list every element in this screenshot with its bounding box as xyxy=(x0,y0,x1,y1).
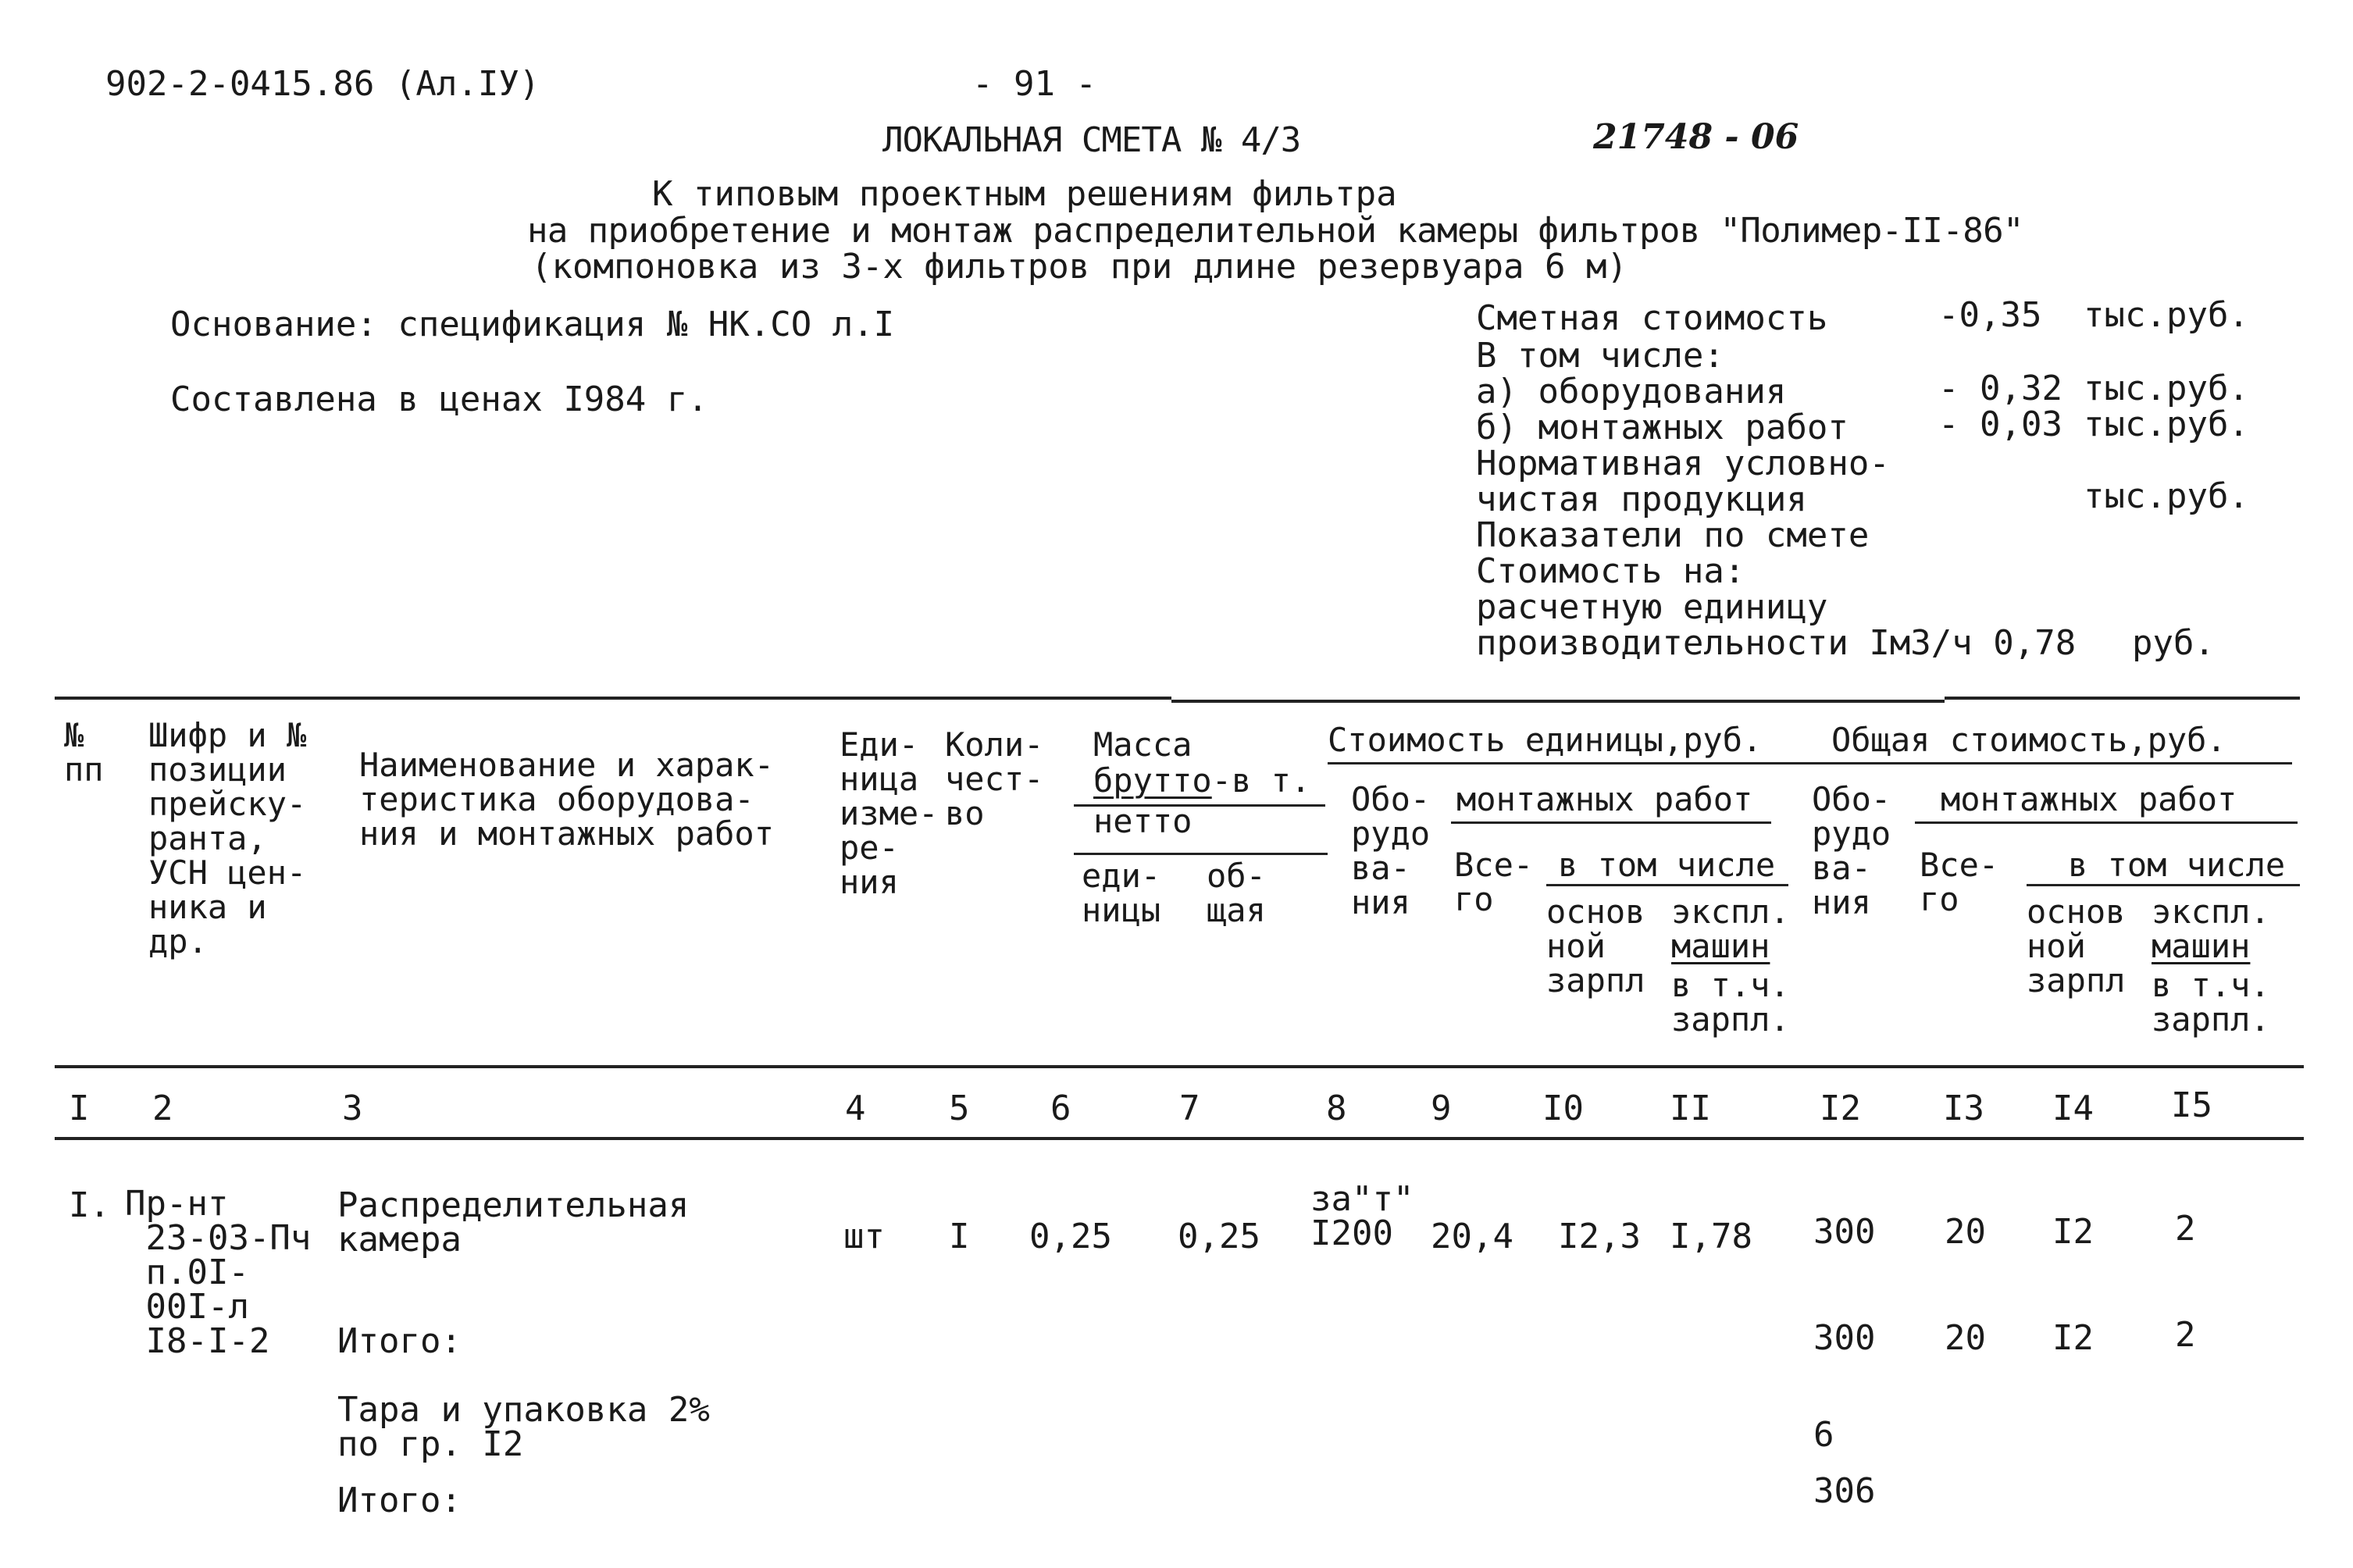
col-header-num: № пп xyxy=(64,716,104,789)
row-total-equip: 300 xyxy=(1813,1212,1876,1252)
unit-base-wage-header: основ ной зарпл xyxy=(1546,893,1645,1000)
basis-text: Основание: спецификация № НК.СО л.I xyxy=(170,305,895,344)
row-inst-wage: I2,3 xyxy=(1558,1217,1641,1256)
col-number: 4 xyxy=(845,1089,866,1128)
equip-label: а) оборудования xyxy=(1476,372,1787,412)
total-equip: 306 xyxy=(1813,1471,1876,1511)
col-header-mass-unit: еди- ницы xyxy=(1082,857,1161,929)
row-total-mach: 2 xyxy=(2175,1209,2196,1249)
unit-mach-header-1: экспл. xyxy=(1671,893,1790,931)
mass-brutto-row xyxy=(1093,761,1311,800)
col-header-name: Наименование и харак- теристика оборудова- ния и монтажных работ xyxy=(359,746,775,853)
col-number: I4 xyxy=(2052,1089,2094,1128)
total-cost-rule xyxy=(1820,762,2292,764)
unit-rub: руб. xyxy=(2132,623,2215,663)
col-header-total-cost: Общая стоимость,руб. xyxy=(1831,721,2226,759)
subtotal-equip: 300 xyxy=(1813,1318,1876,1358)
col-number: 5 xyxy=(949,1089,970,1128)
norm-label-1: Нормативная условно- xyxy=(1476,444,1890,483)
col-number: 9 xyxy=(1431,1089,1452,1128)
total-equip-header: Обо- рудо ва- ния xyxy=(1812,780,1891,921)
row-unit: шт xyxy=(843,1217,885,1256)
install-unit: тыс.руб. xyxy=(2084,404,2249,444)
install-value: - 0,03 xyxy=(1938,404,2062,444)
subtitle-line-2: на приобретение и монтаж распределительной камеры фильтров "Полимер-II-86" xyxy=(527,211,2023,251)
mass-vt: -в т. xyxy=(1211,761,1311,800)
row-code: Пр-нт 23-03-Пч п.0I- 00I-л I8-I-2 xyxy=(125,1184,312,1361)
col-number: 6 xyxy=(1050,1089,1071,1128)
row-equip-unit-cost: I200 xyxy=(1310,1213,1393,1253)
col-number: 8 xyxy=(1326,1089,1347,1128)
col-number-rule xyxy=(55,1137,2304,1140)
indicators-label: Показатели по смете xyxy=(1476,515,1870,555)
unit-equip-header: Обо- рудо ва- ния xyxy=(1351,780,1431,921)
document-title: ЛОКАЛЬНАЯ СМЕТА № 4/3 xyxy=(882,120,1301,160)
install-rule-total xyxy=(1915,821,2298,824)
incl-rule-unit xyxy=(1546,884,1788,886)
col-number: 7 xyxy=(1179,1089,1200,1128)
col-header-mass: Масса xyxy=(1093,725,1193,764)
equip-unit: тыс.руб. xyxy=(2084,369,2249,408)
header-bottom-rule xyxy=(55,1065,2304,1068)
col-number: I5 xyxy=(2171,1085,2212,1125)
unit-mach-header-3: в т.ч. зарпл. xyxy=(1671,966,1790,1039)
total-mach-header-2: машин xyxy=(2152,927,2251,965)
install-rule-unit xyxy=(1451,821,1771,824)
row-name-1: Распределительная xyxy=(337,1185,690,1225)
norm-label-2: чистая продукция xyxy=(1476,479,1807,519)
total-total-all-header: Все- го xyxy=(1920,846,1999,918)
unit-install-header: монтажных работ xyxy=(1456,780,1753,818)
unit-cost-rule xyxy=(1328,762,1874,764)
total-install-header: монтажных работ xyxy=(1941,780,2237,818)
packaging-label-1: Тара и упаковка 2% xyxy=(337,1390,710,1430)
cost-on-label: Стоимость на: xyxy=(1476,551,1745,591)
packaging-label-2: по гр. I2 xyxy=(337,1424,524,1464)
row-total-wage: I2 xyxy=(2052,1212,2094,1252)
row-inst-mach: I,78 xyxy=(1670,1217,1752,1256)
col-number: I xyxy=(69,1089,90,1128)
col-header-code: Шифр и № позиции прейску- ранта, УСН цен- ника и др. xyxy=(148,716,307,960)
equip-value: - 0,32 xyxy=(1938,369,2062,408)
col-header-unit: Еди- ница изме- ре- ния xyxy=(840,725,939,901)
prices-text: Составлена в ценах I984 г. xyxy=(170,380,708,419)
mass-brutto: брутто xyxy=(1093,761,1212,800)
norm-unit: тыс.руб. xyxy=(2084,476,2249,516)
table-top-rule-left xyxy=(55,697,1171,700)
unit-mach-header-2: машин xyxy=(1671,927,1770,965)
row-qty: I xyxy=(949,1217,970,1256)
table-top-rule-right xyxy=(1945,697,2300,700)
col-number: II xyxy=(1670,1089,1711,1128)
row-number: I. xyxy=(69,1185,110,1225)
row-mass-unit: 0,25 xyxy=(1029,1217,1112,1256)
col-number: 3 xyxy=(342,1089,363,1128)
total-mach-header-3: в т.ч. зарпл. xyxy=(2152,966,2270,1039)
total-label: Итого: xyxy=(337,1481,462,1520)
col-header-mass-total: об- щая xyxy=(1207,857,1266,929)
document-code: 902-2-0415.86 (Ал.IУ) xyxy=(105,64,540,104)
unit-total-all-header: Все- го xyxy=(1454,846,1534,918)
install-label: б) монтажных работ xyxy=(1476,408,1849,447)
total-base-wage-header: основ ной зарпл xyxy=(2027,893,2126,1000)
cost-unit: тыс.руб. xyxy=(2084,295,2249,335)
col-number: 2 xyxy=(152,1089,173,1128)
incl-label: В том числе: xyxy=(1476,336,1724,376)
unit-label-1: расчетную единицу xyxy=(1476,587,1828,627)
total-mach-header-1: экспл. xyxy=(2152,893,2270,931)
col-header-qty: Коли- чест- во xyxy=(945,725,1044,832)
incl-rule-total xyxy=(2027,884,2300,886)
col-number: I2 xyxy=(1820,1089,1861,1128)
subtotal-all: 20 xyxy=(1945,1318,1986,1358)
mass-sub-rule xyxy=(1074,853,1328,855)
handwritten-number: 21748 - 06 xyxy=(1593,117,1799,157)
subtotal-label: Итого: xyxy=(337,1321,462,1361)
col-header-unit-cost: Стоимость единицы,руб. xyxy=(1328,721,1763,759)
table-top-rule-mid xyxy=(1171,700,1945,703)
packaging-value: 6 xyxy=(1813,1415,1834,1455)
cost-value: -0,35 xyxy=(1938,295,2042,335)
subtotal-wage: I2 xyxy=(2052,1318,2094,1358)
unit-label-2: производительности Iм3/ч 0,78 xyxy=(1476,623,2077,663)
unit-incl-header: в том числе xyxy=(1558,846,1776,884)
row-name-2: камера xyxy=(337,1220,462,1260)
subtitle-line-3: (компоновка из 3-х фильтров при длине резервуара 6 м) xyxy=(531,247,1627,287)
mass-netto: нетто xyxy=(1093,802,1193,840)
subtotal-mach: 2 xyxy=(2175,1315,2196,1355)
row-mass-total: 0,25 xyxy=(1178,1217,1260,1256)
total-incl-header: в том числе xyxy=(2068,846,2286,884)
col-number: I3 xyxy=(1943,1089,1984,1128)
col-number: I0 xyxy=(1542,1089,1584,1128)
cost-label: Сметная стоимость xyxy=(1476,298,1828,338)
row-zone: за"т" xyxy=(1310,1179,1414,1219)
page-number: - 91 - xyxy=(972,64,1096,104)
row-inst-all: 20,4 xyxy=(1431,1217,1513,1256)
subtitle-line-1: К типовым проектным решениям фильтра xyxy=(652,174,1397,214)
row-total-all: 20 xyxy=(1945,1212,1986,1252)
